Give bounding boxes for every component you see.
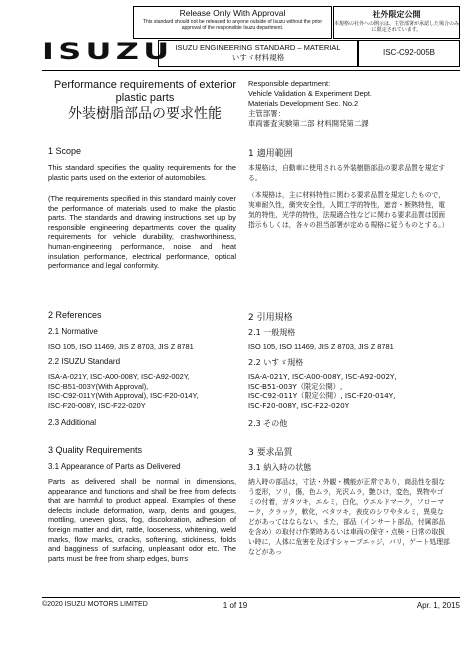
en-scope-paragraph-1: This standard specifies the quality requirements for the plastic parts used on the exterior of automobiles. bbox=[48, 163, 236, 182]
ja-section-2-1-heading: 2.1 一般規格 bbox=[248, 328, 296, 337]
ja-isuzu-standards bbox=[248, 372, 460, 410]
ja-normative-references: ISO 105, ISO 11469, JIS Z 8703, JIS Z 8781 bbox=[248, 342, 394, 351]
page-number: 1 of 19 bbox=[222, 601, 248, 610]
en-section-3-heading: 3 Quality Requirements bbox=[48, 445, 143, 455]
standard-code: ISC-C92-005B bbox=[358, 40, 460, 67]
en-standard-line: ISC-F20-008Y, ISC-F22-020Y bbox=[48, 400, 146, 410]
internal-note: 本規格の社外への開示は、主管部署が承認した場合のみに限定されています。 bbox=[334, 21, 460, 33]
release-notice-box bbox=[133, 6, 332, 39]
en-scope-paragraph-2: (The requirements specified in this standard mainly cover the performance of materials used to make the plastic parts. The standards and drawing instructions set up by responsible engineering departments cover the quality requirements for vehicle durability, crashworthiness, human-engineering performance, noise and heat insulation performance, electrical performance, optical performance and legal conformity. bbox=[48, 194, 236, 271]
ja-standard-line: ISA-A-021Y, ISC-A00-008Y, ISC-A92-002Y, bbox=[248, 372, 397, 381]
internal-title: 社外限定公開 bbox=[372, 10, 421, 19]
footer-divider bbox=[42, 597, 460, 598]
internal-notice-box bbox=[333, 6, 460, 39]
release-title: Release Only With Approval bbox=[179, 8, 286, 18]
ja-standard-line: ISC-C92-011Y（限定公開）, ISC-F20-014Y, bbox=[248, 391, 396, 401]
issue-date: Apr. 1, 2015 bbox=[416, 601, 460, 610]
ja-section-2-3-heading: 2.3 その他 bbox=[248, 419, 288, 428]
en-section-3-1-heading: 3.1 Appearance of Parts as Delivered bbox=[48, 462, 181, 471]
en-section-2-2-heading: 2.2 ISUZU Standard bbox=[48, 357, 121, 366]
department-line: Vehicle Validation & Experiment Dept. bbox=[248, 89, 372, 98]
document-title-ja: 外装樹脂部品の要求性能 bbox=[68, 106, 222, 122]
isuzu-logo: ISUZU bbox=[42, 40, 174, 65]
responsible-department bbox=[248, 79, 460, 129]
ja-scope-paragraph-2: （本規格は，主に材料特性に関わる要求品質を規定したもので，実車耐久性，衝突安全性，人間工学的特性，遮音・断熱特性，電気的特性，光学的特性，法規適合性などに関わる要求品質は図面指示もしくは，各々の担当部署が定める規格に従うものとする。） bbox=[248, 191, 449, 229]
ja-section-3-1-heading: 3.1 納入時の状態 bbox=[248, 463, 312, 472]
en-standard-line: ISC-B51-003Y(With Approval), bbox=[48, 381, 149, 391]
en-section-2-1-heading: 2.1 Normative bbox=[48, 327, 98, 336]
en-section-2-heading: 2 References bbox=[48, 310, 102, 320]
copyright: ©2020 ISUZU MOTORS LIMITED bbox=[42, 601, 148, 608]
ja-scope-paragraph-1: 本規格は，自動車に使用される外装樹脂部品の要求品質を規定する。 bbox=[248, 164, 446, 182]
header-divider bbox=[42, 70, 460, 71]
document-title-en: Performance requirements of exterior plastic parts bbox=[53, 79, 237, 104]
release-note: This standard should not be released to anyone outside of Isuzu without the prior approval of the responsible Isuzu department. bbox=[142, 19, 322, 31]
en-section-1-heading: 1 Scope bbox=[48, 146, 82, 156]
ja-section-3-heading: 3 要求品質 bbox=[248, 448, 293, 458]
standard-title-ja: いすゞ材料規格 bbox=[231, 53, 285, 62]
department-line: 主管部署： bbox=[248, 109, 285, 118]
en-standard-line: ISC-C92-011Y(With Approval), ISC-F20-014Y, bbox=[48, 391, 199, 401]
ja-section-2-heading: 2 引用規格 bbox=[248, 313, 293, 323]
department-line: Materials Development Sec. No.2 bbox=[248, 99, 359, 108]
en-normative-references: ISO 105, ISO 11469, JIS Z 8703, JIS Z 8781 bbox=[48, 342, 194, 351]
standard-title-box bbox=[158, 40, 358, 67]
en-standard-line: ISA-A-021Y, ISC-A00-008Y, ISC-A92-002Y, bbox=[48, 372, 190, 381]
department-line: Responsible department: bbox=[248, 79, 331, 88]
standard-title: ISUZU ENGINEERING STANDARD – MATERIAL bbox=[175, 43, 341, 52]
ja-standard-line: ISC-F20-008Y, ISC-F22-020Y bbox=[248, 400, 350, 410]
ja-appearance-paragraph: 納入時の部品は，寸法・外観・機能が正常であり，商品性を損なう変形，ソリ，傷，色ムラ，光沢ムラ，艶ひけ，変色，異物やゴミの付着，ガタツキ，エルミ，白化，ウエルドマーク，フローマーク，クラック，軟化，ベタツキ，表皮のシワやタルミ，異臭などがあってはならない。また，部品（インサート部品，付属部品を含め）の取付け作業時あるいは車両の保守・点検・日常の取扱い時に，人体に危害を及ぼすシャープエッジ，バリ，ゲート処理部などがあっ bbox=[248, 478, 450, 556]
department-line: 車両審査実験第二部 材料開発第二課 bbox=[248, 119, 369, 128]
en-isuzu-standards bbox=[48, 372, 243, 410]
ja-section-2-2-heading: 2.2 いすゞ規格 bbox=[248, 358, 304, 367]
en-section-2-3-heading: 2.3 Additional bbox=[48, 418, 97, 427]
ja-section-1-heading: 1 適用範囲 bbox=[248, 149, 293, 159]
en-appearance-paragraph: Parts as delivered shall be normal in dimensions, appearance and functions and shall be free from defects that are harmful to product appeal. Examples of these defects include deformation, warp, dents and gouges, mottling, uneven gloss, fog, discoloration, adhesion of foreign matter and dirt, rattle, looseness, whitening, weld marks, flow marks, cracks, softening, stickiness, folds and bagginess of surfacing, unpleasant odor etc. The parts must be free from sharp edges, burrs bbox=[48, 477, 236, 563]
ja-standard-line: ISC-B51-003Y（限定公開）, bbox=[248, 381, 343, 391]
